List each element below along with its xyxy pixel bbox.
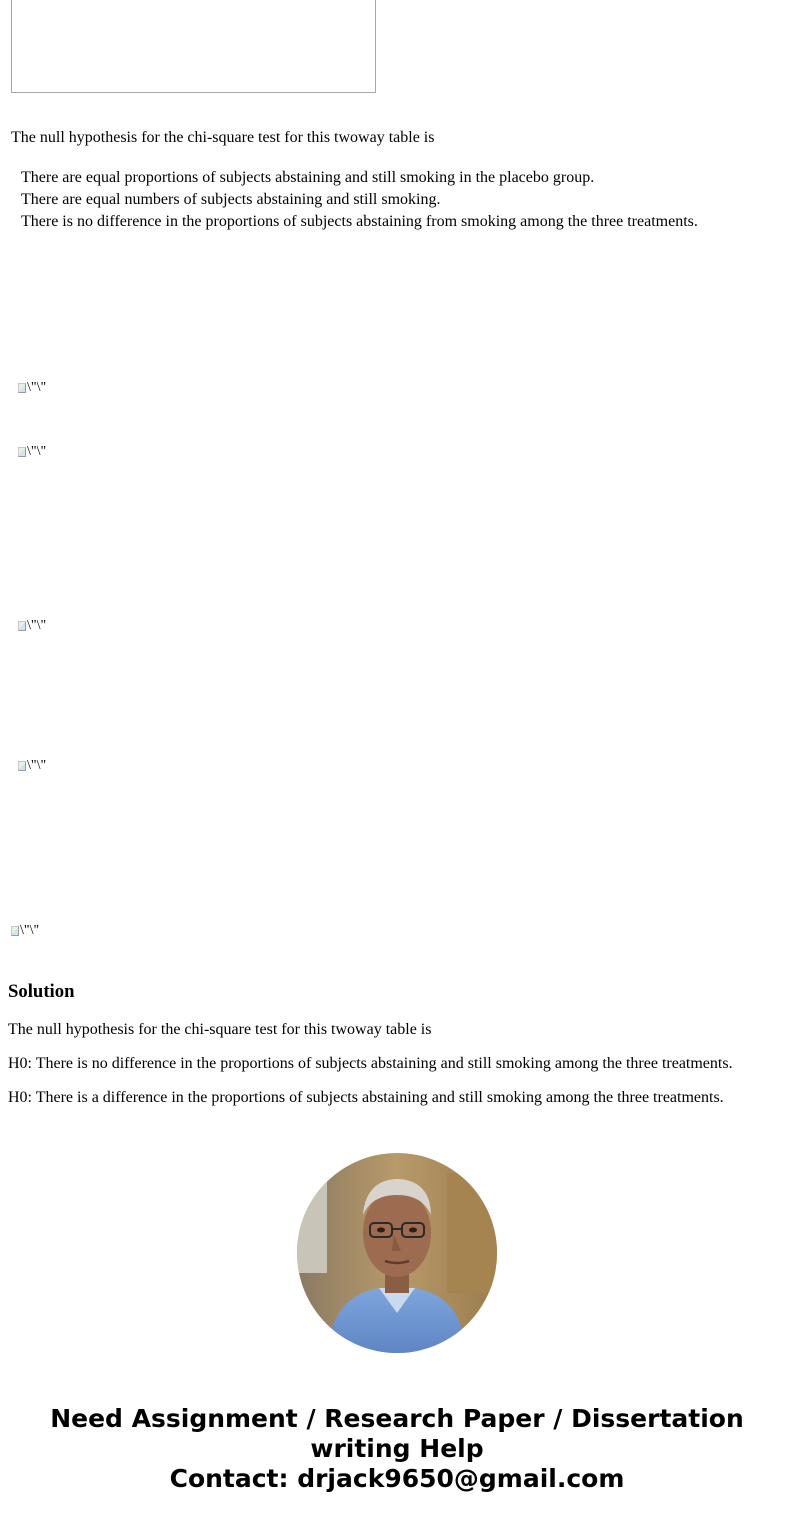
broken-image-placeholder <box>18 444 46 460</box>
broken-image-icon <box>18 621 26 631</box>
solution-null-hypothesis: H0: There is no difference in the proportions of subjects abstaining and still smoking among the three treatments. <box>8 1055 733 1072</box>
broken-image-placeholder <box>18 380 46 396</box>
broken-image-alt: \"\" <box>27 618 47 633</box>
broken-image-alt: \"\" <box>20 923 40 938</box>
broken-image-placeholder <box>18 758 46 774</box>
solution-heading: Solution <box>8 981 75 1002</box>
promo-banner <box>0 1404 794 1494</box>
solution-intro: The null hypothesis for the chi-square test for this twoway table is <box>8 1021 432 1038</box>
broken-image-icon <box>18 447 26 457</box>
answer-options <box>21 168 698 234</box>
promo-line-1: Need Assignment / Research Paper / Dissertation <box>50 1404 744 1433</box>
solution-alternative-hypothesis: H0: There is a difference in the proportions of subjects abstaining and still smoking among the three treatments. <box>8 1089 724 1106</box>
broken-image-placeholder <box>18 618 46 634</box>
question-text: The null hypothesis for the chi-square test for this twoway table is <box>11 129 435 146</box>
broken-image-alt: \"\" <box>27 380 47 395</box>
question-image-frame <box>11 0 376 93</box>
answer-option-1[interactable]: There are equal proportions of subjects abstaining and still smoking in the placebo group. <box>21 169 595 186</box>
broken-image-alt: \"\" <box>27 444 47 459</box>
broken-image-alt: \"\" <box>27 758 47 773</box>
promo-line-2: writing Help <box>310 1434 484 1463</box>
answer-option-2[interactable]: There are equal numbers of subjects abstaining and still smoking. <box>21 191 441 208</box>
broken-image-icon <box>18 761 26 771</box>
broken-image-icon <box>11 926 19 936</box>
answer-option-3[interactable]: There is no difference in the proportions of subjects abstaining from smoking among the three treatments. <box>21 213 698 230</box>
promo-contact[interactable]: Contact: drjack9650@gmail.com <box>169 1464 625 1493</box>
tutor-avatar <box>297 1153 497 1353</box>
broken-image-icon <box>18 383 26 393</box>
broken-image-placeholder <box>11 923 39 939</box>
